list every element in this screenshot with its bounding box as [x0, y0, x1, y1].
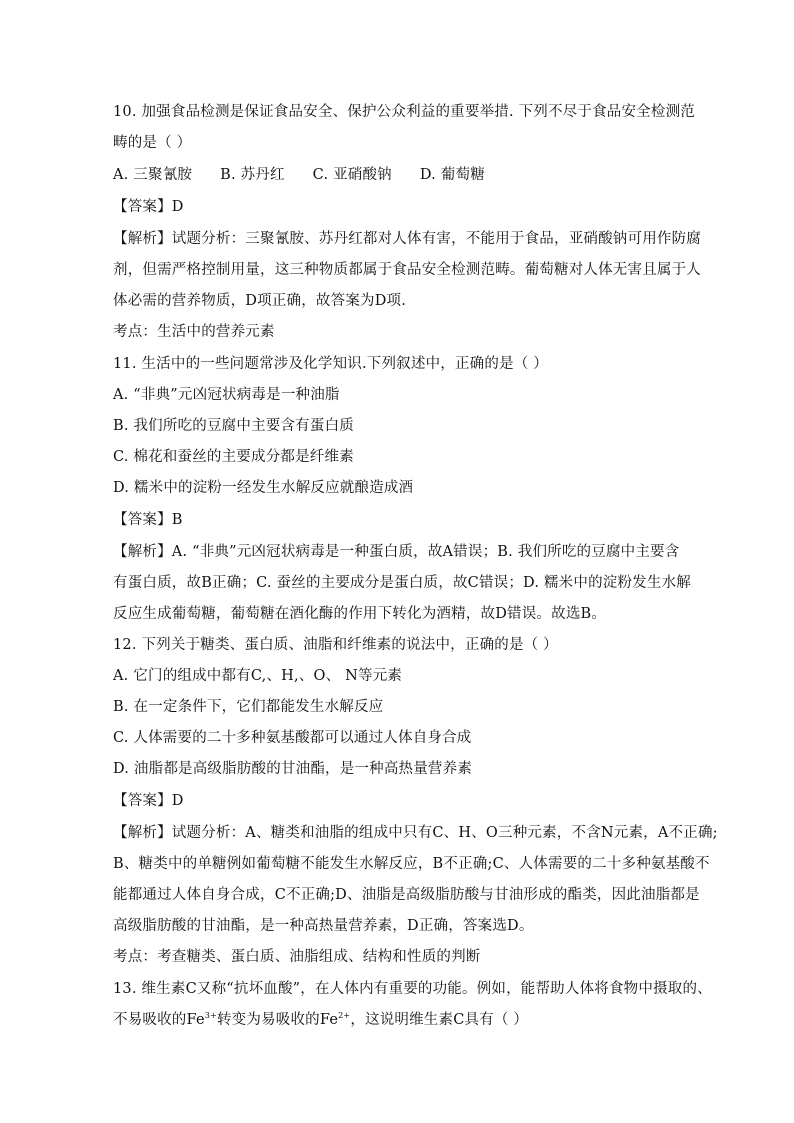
- q13-ion2-charge: 2+: [338, 1011, 351, 1020]
- q10-analysis-line3: 体必需的营养物质，D项正确，故答案为D项.: [113, 293, 407, 309]
- q10-option-c: C. 亚硝酸钠: [312, 167, 392, 183]
- q10-option-b: B. 苏丹红: [220, 167, 285, 183]
- q10-kaodian: 考点：生活中的营养元素: [113, 324, 275, 340]
- q11-option-d: D. 糯米中的淀粉一经发生水解反应就酿造成酒: [113, 480, 414, 496]
- q10-stem-line1: 10. 加强食品检测是保证食品安全、保护公众利益的重要举措. 下列不尽于食品安全检测范: [113, 104, 695, 120]
- q12-answer: 【答案】D: [113, 793, 184, 809]
- q12-analysis-line1: 【解析】试题分析：A、糖类和油脂的组成中只有C、H、O三种元素，不含N元素，A不正确;: [113, 825, 718, 841]
- q11-option-c: C. 棉花和蚕丝的主要成分都是纤维素: [113, 449, 354, 465]
- q13-stem-line2: [113, 1010, 685, 1030]
- q12-option-a: A. 它门的组成中都有C,、H,、O、 N等元素: [113, 668, 403, 684]
- q10-option-a: A. 三聚氰胺: [113, 167, 193, 183]
- q10-analysis-line1: 【解析】试题分析：三聚氰胺、苏丹红都对人体有害，不能用于食品，亚硝酸钠可用作防腐: [113, 231, 701, 247]
- q11-option-b: B. 我们所吃的豆腐中主要含有蛋白质: [113, 418, 354, 434]
- q12-stem: 12. 下列关于糖类、蛋白质、油脂和纤维素的说法中，正确的是（ ）: [113, 637, 558, 653]
- q11-stem: 11. 生活中的一些问题常涉及化学知识.下列叙述中，正确的是（ ）: [113, 356, 548, 372]
- q13-ion1-charge: 3+: [204, 1011, 217, 1020]
- q13-stem-line1: 13. 维生素C又称“抗坏血酸”，在人体内有重要的功能。例如，能帮助人体将食物中摄取的、: [113, 981, 712, 997]
- q10-options: [113, 165, 685, 185]
- q11-analysis-line2: 有蛋白质，故B正确；C. 蚕丝的主要成分是蛋白质，故C错误；D. 糯米中的淀粉发生水解: [113, 575, 691, 591]
- q10-answer: 【答案】D: [113, 199, 184, 215]
- q11-answer: 【答案】B: [113, 512, 183, 528]
- q12-analysis-line2: B、糖类中的单糖例如葡萄糖不能发生水解反应，B不正确;C、人体需要的二十多种氨基酸不: [113, 856, 710, 872]
- q12-analysis-line4: 高级脂肪酸的甘油酯，是一种高热量营养素，D正确，答案选D。: [113, 918, 534, 934]
- q11-option-a: A. “非典”元凶冠状病毒是一种油脂: [113, 387, 340, 403]
- q10-analysis-line2: 剂，但需严格控制用量，这三种物质都属于食品安全检测范畴。葡萄糖对人体无害且属于人: [113, 262, 701, 278]
- q10-option-d: D. 葡萄糖: [419, 167, 485, 183]
- q12-option-c: C. 人体需要的二十多种氨基酸都可以通过人体自身合成: [113, 730, 472, 746]
- q12-kaodian: 考点：考查糖类、蛋白质、油脂组成、结构和性质的判断: [113, 949, 481, 965]
- q13-line2-prefix: 不易吸收的Fe: [113, 1012, 205, 1028]
- q11-analysis-line1: 【解析】A. “非典”元凶冠状病毒是一种蛋白质，故A错误；B. 我们所吃的豆腐中主要含: [113, 544, 680, 560]
- q12-analysis-line3: 能都通过人体自身合成，C不正确;D、油脂是高级脂肪酸与甘油形成的酯类，因此油脂都是: [113, 887, 700, 903]
- q13-line2-suffix: ，这说明维生素C具有（ ）: [350, 1012, 529, 1028]
- q12-option-b: B. 在一定条件下，它们都能发生水解反应: [113, 699, 384, 715]
- q10-stem-line2: 畴的是（ ）: [113, 135, 192, 151]
- q13-line2-middle: 转变为易吸收的Fe: [216, 1012, 339, 1028]
- q12-option-d: D. 油脂都是高级脂肪酸的甘油酯，是一种高热量营养素: [113, 761, 473, 777]
- q11-analysis-line3: 反应生成葡萄糖，葡萄糖在酒化酶的作用下转化为酒精，故D错误。故选B。: [113, 606, 607, 622]
